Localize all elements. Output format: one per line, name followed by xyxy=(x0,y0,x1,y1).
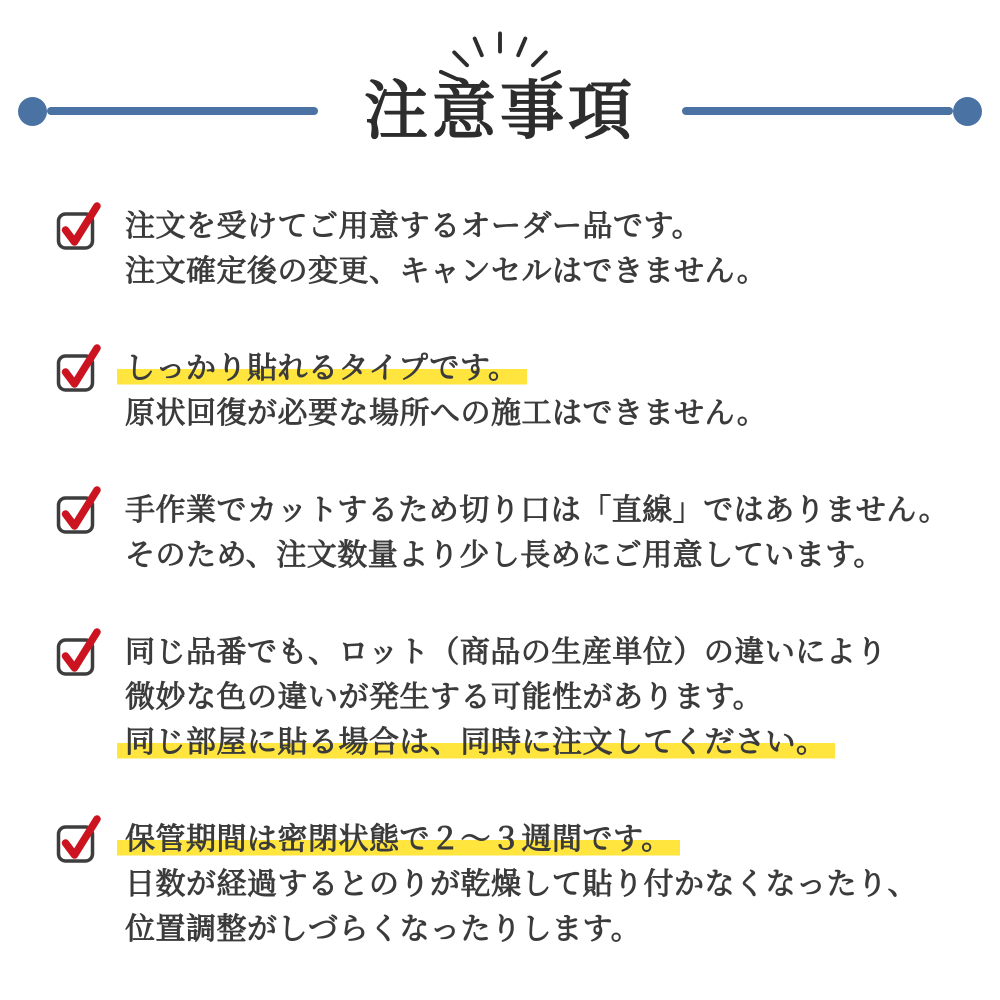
page-title: 注意事項 xyxy=(364,75,636,149)
rule-dot-icon xyxy=(953,97,982,126)
item-text xyxy=(125,204,767,294)
highlighted-text: しっかり貼れるタイプです。 xyxy=(117,351,527,386)
rule-bar xyxy=(682,107,953,115)
item-text xyxy=(125,346,767,436)
highlighted-text: 同じ部屋に貼る場合は、同時に注文してください。 xyxy=(117,725,835,760)
header xyxy=(0,0,1000,196)
item-line xyxy=(125,817,918,862)
item-line: 原状回復が必要な場所への施工はできません。 xyxy=(125,396,768,431)
highlighted-text: 保管期間は密閉状態で２～３週間です。 xyxy=(117,822,680,857)
checkbox-checked-icon xyxy=(55,343,101,395)
precautions-checklist xyxy=(0,196,1000,952)
item-line xyxy=(125,720,887,765)
checkbox-checked-icon xyxy=(55,627,101,679)
checkbox-checked-icon xyxy=(55,485,101,537)
checklist-item xyxy=(55,204,1000,294)
checklist-item xyxy=(55,488,1000,578)
emphasis-rays-icon xyxy=(439,14,561,82)
checklist-item xyxy=(55,817,1000,952)
item-line: 日数が経過するとのりが乾燥して貼り付かなくなったり、 xyxy=(125,867,918,902)
item-text xyxy=(125,817,918,952)
item-text xyxy=(125,630,887,765)
item-text xyxy=(125,488,949,578)
item-line: そのため、注文数量より少し長めにご用意しています。 xyxy=(125,538,884,573)
item-line: 同じ品番でも、ロット（商品の生産単位）の違いにより xyxy=(125,635,887,670)
checklist-item xyxy=(55,346,1000,436)
item-line: 位置調整がしづらくなったりします。 xyxy=(125,912,642,947)
title-rule-right xyxy=(682,96,982,126)
item-line: 微妙な色の違いが発生する可能性があります。 xyxy=(125,680,764,715)
item-line: 手作業でカットするため切り口は「直線」ではありません。 xyxy=(125,493,950,528)
item-line: 注文確定後の変更、キャンセルはできません。 xyxy=(125,254,768,289)
checklist-item xyxy=(55,630,1000,765)
item-line xyxy=(125,346,767,391)
checkbox-checked-icon xyxy=(55,201,101,253)
checkbox-checked-icon xyxy=(55,814,101,866)
item-line: 注文を受けてご用意するオーダー品です。 xyxy=(125,209,703,244)
